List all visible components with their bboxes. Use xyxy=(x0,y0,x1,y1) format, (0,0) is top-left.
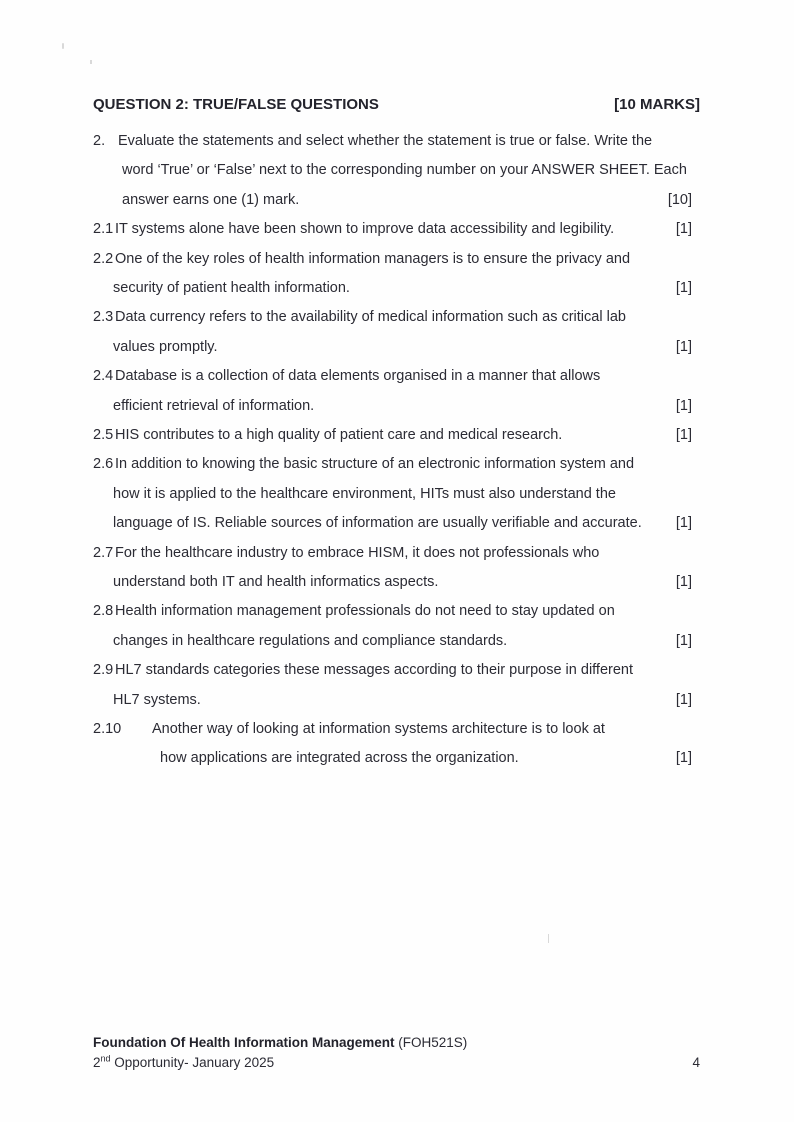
question-line-row xyxy=(93,273,700,302)
question-text: 2.10 Another way of looking at information systems architecture is to look at xyxy=(93,720,605,737)
session-ordinal: nd xyxy=(100,1053,111,1064)
question-text-continuation: HL7 systems. xyxy=(113,691,201,708)
question-text: 2.7 For the healthcare industry to embrace HISM, it does not professionals who xyxy=(93,544,600,561)
exam-session xyxy=(93,1053,274,1073)
question-line-row xyxy=(93,655,700,684)
question-line-row xyxy=(93,508,700,537)
question-text-continuation: values promptly. xyxy=(113,338,218,355)
question-section xyxy=(93,90,700,773)
question-mark: [1] xyxy=(675,426,692,443)
question-line-row xyxy=(93,332,700,361)
footer-course-line xyxy=(93,1033,700,1053)
question-mark: [1] xyxy=(675,750,692,767)
instruction-line: answer earns one (1) mark. xyxy=(122,191,300,208)
footer-session-line xyxy=(93,1053,700,1073)
page-number: 4 xyxy=(692,1055,700,1070)
question-text-continuation: how it is applied to the healthcare environment, HITs must also understand the xyxy=(113,485,616,502)
question-number: 2.10 xyxy=(93,720,122,737)
question-text: 2.2 One of the key roles of health information managers is to ensure the privacy and xyxy=(93,250,631,267)
question-text-continuation: understand both IT and health informatics aspects. xyxy=(113,573,439,590)
instruction-line: Evaluate the statements and select whether the statement is true or false. Write the xyxy=(118,133,653,150)
instruction-number: 2. xyxy=(93,133,106,150)
question-text: 2.9 HL7 standards categories these messages according to their purpose in different xyxy=(93,662,634,679)
question-number: 2.4 xyxy=(93,368,114,385)
section-header xyxy=(93,90,700,119)
question-line-row xyxy=(93,215,700,244)
page-footer xyxy=(93,1033,700,1073)
question-line-row xyxy=(93,597,700,626)
question-mark: [1] xyxy=(675,632,692,649)
question-text-continuation: security of patient health information. xyxy=(113,280,350,297)
question-line-row xyxy=(93,362,700,391)
question-number: 2.1 xyxy=(93,221,114,238)
question-line-row xyxy=(93,714,700,743)
question-mark: [1] xyxy=(675,515,692,532)
question-line-row xyxy=(93,685,700,714)
question-number: 2.7 xyxy=(93,544,114,561)
session-prefix: 2 xyxy=(93,1055,101,1070)
question-line-row xyxy=(93,391,700,420)
question-text-continuation: changes in healthcare regulations and compliance standards. xyxy=(113,632,508,649)
question-text: 2.1 IT systems alone have been shown to improve data accessibility and legibility. xyxy=(93,221,615,238)
question-text-continuation: language of IS. Reliable sources of information are usually verifiable and accurate. xyxy=(113,515,642,532)
question-text: 2.8 Health information management professionals do not need to stay updated on xyxy=(93,603,615,620)
question-number: 2.3 xyxy=(93,309,114,326)
question-text-continuation: efficient retrieval of information. xyxy=(113,397,315,414)
question-line-row xyxy=(93,567,700,596)
course-title: Foundation Of Health Information Management xyxy=(93,1035,395,1050)
question-mark: [1] xyxy=(675,338,692,355)
section-marks: [10 MARKS] xyxy=(614,96,700,114)
instruction-item xyxy=(93,126,700,214)
instruction-mark: [10] xyxy=(667,191,692,208)
question-mark: [1] xyxy=(675,691,692,708)
scan-artifact xyxy=(548,934,549,943)
question-text: 2.4 Database is a collection of data elements organised in a manner that allows xyxy=(93,368,601,385)
question-number: 2.5 xyxy=(93,426,114,443)
question-mark: [1] xyxy=(675,573,692,590)
question-number: 2.8 xyxy=(93,603,114,620)
instruction-text xyxy=(93,133,652,149)
question-line-row xyxy=(93,420,700,449)
question-number: 2.6 xyxy=(93,456,114,473)
question-text: 2.5 HIS contributes to a high quality of patient care and medical research. xyxy=(93,426,563,443)
question-mark: [1] xyxy=(675,280,692,297)
question-mark: [1] xyxy=(675,397,692,414)
question-line-row xyxy=(93,744,700,773)
question-text: 2.6 In addition to knowing the basic structure of an electronic information system and xyxy=(93,456,635,473)
question-mark: [1] xyxy=(675,221,692,238)
instruction-line: word ‘True’ or ‘False’ next to the corresponding number on your ANSWER SHEET. Each xyxy=(122,162,687,179)
question-number: 2.2 xyxy=(93,250,114,267)
scan-artifact xyxy=(90,60,92,64)
question-line-row xyxy=(93,626,700,655)
question-text-continuation: how applications are integrated across the organization. xyxy=(160,750,519,767)
question-line-row xyxy=(93,450,700,479)
question-line-row xyxy=(93,538,700,567)
question-line-row xyxy=(93,244,700,273)
instruction-line-row xyxy=(93,156,700,185)
section-title: QUESTION 2: TRUE/FALSE QUESTIONS xyxy=(93,96,379,114)
instruction-line-row xyxy=(93,185,700,214)
scan-artifact xyxy=(62,43,64,49)
question-line-row xyxy=(93,303,700,332)
course-code: (FOH521S) xyxy=(394,1035,468,1050)
instruction-line-row xyxy=(93,126,700,155)
question-number: 2.9 xyxy=(93,662,114,679)
question-text: 2.3 Data currency refers to the availability of medical information such as critical lab xyxy=(93,309,626,326)
question-line-row xyxy=(93,479,700,508)
session-rest: Opportunity- January 2025 xyxy=(110,1055,275,1070)
question-list xyxy=(93,215,700,773)
